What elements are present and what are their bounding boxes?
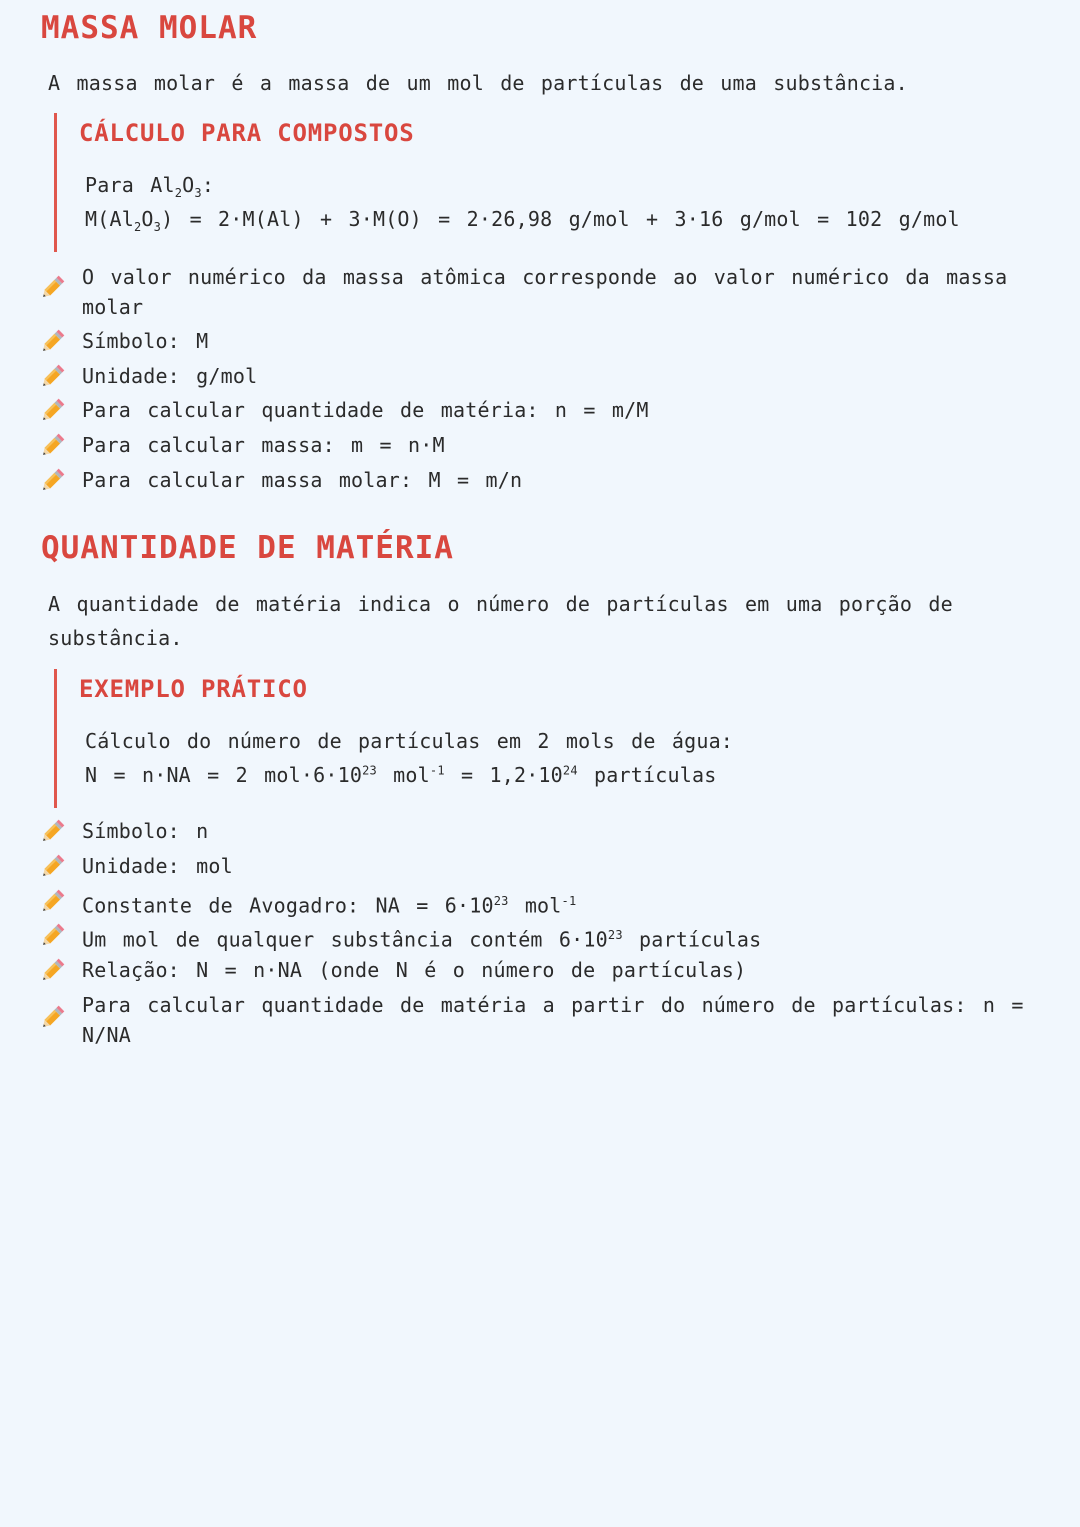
pencil-icon <box>38 886 68 916</box>
pencil-icon <box>38 955 68 985</box>
list-item-text <box>82 886 1046 921</box>
list-item-text: Relação: N = n·NA (onde N é o número de partículas) <box>82 958 747 982</box>
formula-text: Um mol de qualquer substância contém 6·10 <box>82 927 608 952</box>
pencil-icon <box>38 920 68 950</box>
superscript: 23 <box>362 763 377 778</box>
callout-calculo-compostos <box>54 113 1017 252</box>
pencil-icon <box>38 395 68 425</box>
pencil-icon <box>38 1002 68 1032</box>
list-item-text: O valor numérico da massa atômica corresponde ao valor numérico da massa molar <box>82 265 1008 319</box>
pencil-icon <box>38 465 68 495</box>
formula-text: Para Al <box>85 173 175 197</box>
formula-text: partículas <box>622 927 762 952</box>
pencil-icon <box>38 272 68 302</box>
superscript: 23 <box>493 894 509 908</box>
callout-formula-line-2 <box>85 207 960 234</box>
callout-example-line-2 <box>85 763 716 787</box>
subscript: 2 <box>174 186 183 200</box>
superscript: -1 <box>429 763 445 778</box>
list-item-text: Unidade: mol <box>82 854 233 878</box>
formula-text: : <box>201 173 215 197</box>
list-item-text: Para calcular quantidade de matéria: n = m/M <box>82 398 649 422</box>
pencil-icon <box>38 326 68 356</box>
list-item-text: Para calcular massa molar: M = m/n <box>82 468 523 492</box>
formula-text: mol <box>508 893 562 918</box>
superscript: 24 <box>562 763 578 778</box>
pencil-icon <box>38 816 68 846</box>
section-intro-quantidade-de-materia: A quantidade de matéria indica o número de partículas em uma porção de substância. <box>48 592 953 650</box>
list-item-text: Para calcular quantidade de matéria a partir do número de partículas: n = N/NA <box>82 993 1024 1047</box>
list-item-text: Para calcular massa: m = n·M <box>82 433 445 457</box>
formula-text: ) = 2·M(Al) + 3·M(O) = 2·26,98 g/mol + 3·16 g/mol = 102 g/mol <box>161 207 960 231</box>
superscript: -1 <box>561 894 577 908</box>
callout-title: CÁLCULO PARA COMPOSTOS <box>79 119 415 147</box>
formula-text: = 1,2·10 <box>444 763 563 787</box>
list-item-text <box>82 920 1046 955</box>
formula-text: N = n·NA = 2 mol·6·10 <box>85 763 363 787</box>
subscript: 2 <box>133 220 142 234</box>
subscript: 3 <box>194 186 202 200</box>
callout-exemplo-pratico <box>54 669 1017 808</box>
list-item-text: Símbolo: M <box>82 329 209 353</box>
subscript: 3 <box>153 220 162 234</box>
pencil-icon <box>38 361 68 391</box>
formula-text: O <box>141 207 154 231</box>
section-title-quantidade-de-materia: QUANTIDADE DE MATÉRIA <box>41 530 454 566</box>
superscript: 23 <box>607 928 623 942</box>
list-item-text: Símbolo: n <box>82 819 209 843</box>
formula-text: mol <box>376 763 430 787</box>
callout-formula-line-1 <box>85 173 214 200</box>
callout-example-line-1: Cálculo do número de partículas em 2 mols de água: <box>85 729 734 753</box>
formula-text: partículas <box>577 763 717 787</box>
pencil-icon <box>38 430 68 460</box>
formula-text: O <box>182 173 195 197</box>
formula-text: Constante de Avogadro: NA = 6·10 <box>82 893 494 918</box>
pencil-icon <box>38 851 68 881</box>
callout-title: EXEMPLO PRÁTICO <box>79 675 308 703</box>
list-item-text: Unidade: g/mol <box>82 364 258 388</box>
formula-text: M(Al <box>85 207 134 231</box>
section-title-massa-molar: MASSA MOLAR <box>41 10 258 46</box>
section-intro-massa-molar: A massa molar é a massa de um mol de partículas de uma substância. <box>48 71 908 95</box>
